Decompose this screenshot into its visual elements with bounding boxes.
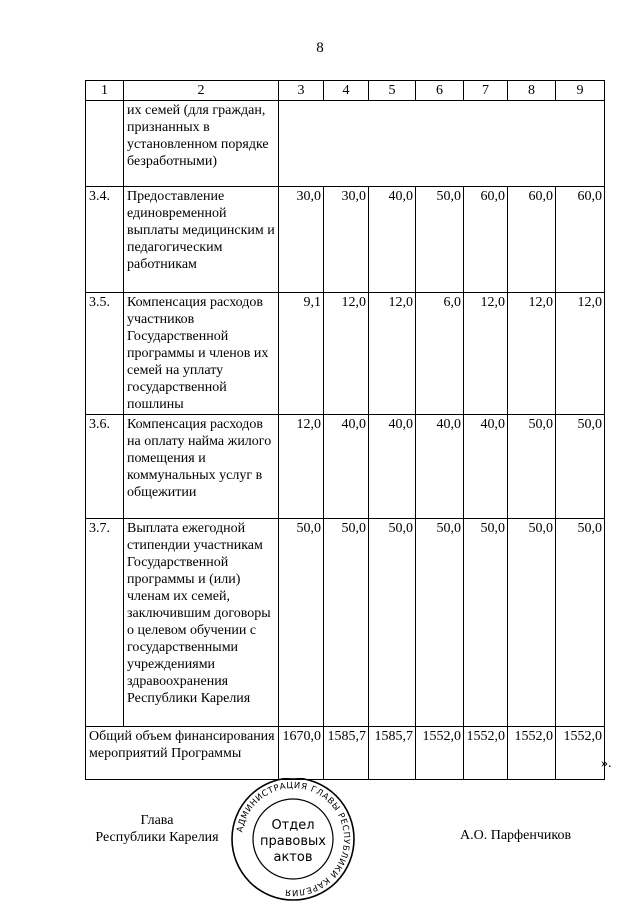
financing-table xyxy=(85,80,605,780)
value-cell: 60,0 xyxy=(464,187,508,293)
total-value: 1585,7 xyxy=(324,727,369,780)
value-cell: 50,0 xyxy=(416,519,464,727)
value-cell: 50,0 xyxy=(508,415,556,519)
total-value: 1552,0 xyxy=(508,727,556,780)
stamp-line: правовых xyxy=(260,834,326,849)
row-number: 3.4. xyxy=(86,187,124,293)
value-cell: 30,0 xyxy=(324,187,369,293)
row-description: Компенсация расходов участников Государственной программы и членов их семей на уплату государственной пошлины xyxy=(124,293,279,415)
row-description: Компенсация расходов на оплату найма жилого помещения и коммунальных услуг в общежитии xyxy=(124,415,279,519)
total-row xyxy=(86,727,605,780)
stamp-ring-text: АДМИНИСТРАЦИЯ ГЛАВЫ РЕСПУБЛИКИ КАРЕЛИЯ xyxy=(235,780,352,898)
row-number: 3.7. xyxy=(86,519,124,727)
continuation-row xyxy=(86,101,605,187)
table-row xyxy=(86,415,605,519)
value-cell: 12,0 xyxy=(279,415,324,519)
signatory-title xyxy=(92,812,222,846)
value-cell: 40,0 xyxy=(369,415,416,519)
total-value: 1552,0 xyxy=(416,727,464,780)
value-cell: 30,0 xyxy=(279,187,324,293)
row-description: Предоставление единовременной выплаты медицинским и педагогическим работникам xyxy=(124,187,279,293)
table-row xyxy=(86,519,605,727)
value-cell: 50,0 xyxy=(464,519,508,727)
value-cell: 9,1 xyxy=(279,293,324,415)
value-cell: 12,0 xyxy=(556,293,605,415)
value-cell: 40,0 xyxy=(416,415,464,519)
value-cell: 6,0 xyxy=(416,293,464,415)
header-cell: 9 xyxy=(556,81,605,101)
header-cell: 1 xyxy=(86,81,124,101)
stamp-line: Отдел xyxy=(271,818,315,833)
total-label: Общий объем финансирования мероприятий Программы xyxy=(86,727,279,780)
header-cell: 2 xyxy=(124,81,279,101)
continuation-text: их семей (для граждан, признанных в установленном порядке безработными) xyxy=(124,101,279,187)
header-cell: 5 xyxy=(369,81,416,101)
table-row xyxy=(86,187,605,293)
row-description: Выплата ежегодной стипендии участникам Государственной программы и (или) членам их семей, заключившим договоры о целевом обучении с государственными учреждениями здравоохранения Республики Карелия xyxy=(124,519,279,727)
page-number: 8 xyxy=(316,40,324,56)
header-row xyxy=(86,81,605,101)
header-cell: 3 xyxy=(279,81,324,101)
signatory-name: А.О. Парфенчиков xyxy=(460,828,572,843)
value-cell: 50,0 xyxy=(508,519,556,727)
signatory-title-line: Глава xyxy=(140,813,174,828)
value-cell: 60,0 xyxy=(508,187,556,293)
header-cell: 7 xyxy=(464,81,508,101)
row-number-cell xyxy=(86,101,124,187)
official-stamp xyxy=(228,778,358,901)
table-row xyxy=(86,293,605,415)
header-cell: 6 xyxy=(416,81,464,101)
value-cell: 50,0 xyxy=(556,415,605,519)
total-value: 1552,0 xyxy=(464,727,508,780)
value-cell: 60,0 xyxy=(556,187,605,293)
header-cell: 8 xyxy=(508,81,556,101)
value-cell: 12,0 xyxy=(324,293,369,415)
value-cell: 40,0 xyxy=(464,415,508,519)
row-number: 3.6. xyxy=(86,415,124,519)
closing-quote: ». xyxy=(601,756,612,771)
total-value: 1670,0 xyxy=(279,727,324,780)
value-cell: 50,0 xyxy=(369,519,416,727)
value-cell: 50,0 xyxy=(279,519,324,727)
header-cell: 4 xyxy=(324,81,369,101)
value-cell: 12,0 xyxy=(464,293,508,415)
value-cell: 40,0 xyxy=(324,415,369,519)
value-cell: 50,0 xyxy=(416,187,464,293)
empty-cell xyxy=(279,101,605,187)
stamp-line: актов xyxy=(273,850,313,865)
signatory-title-line: Республики Карелия xyxy=(95,830,219,845)
value-cell: 12,0 xyxy=(508,293,556,415)
total-value: 1552,0 xyxy=(556,727,605,780)
value-cell: 40,0 xyxy=(369,187,416,293)
value-cell: 12,0 xyxy=(369,293,416,415)
row-number: 3.5. xyxy=(86,293,124,415)
value-cell: 50,0 xyxy=(324,519,369,727)
total-value: 1585,7 xyxy=(369,727,416,780)
value-cell: 50,0 xyxy=(556,519,605,727)
